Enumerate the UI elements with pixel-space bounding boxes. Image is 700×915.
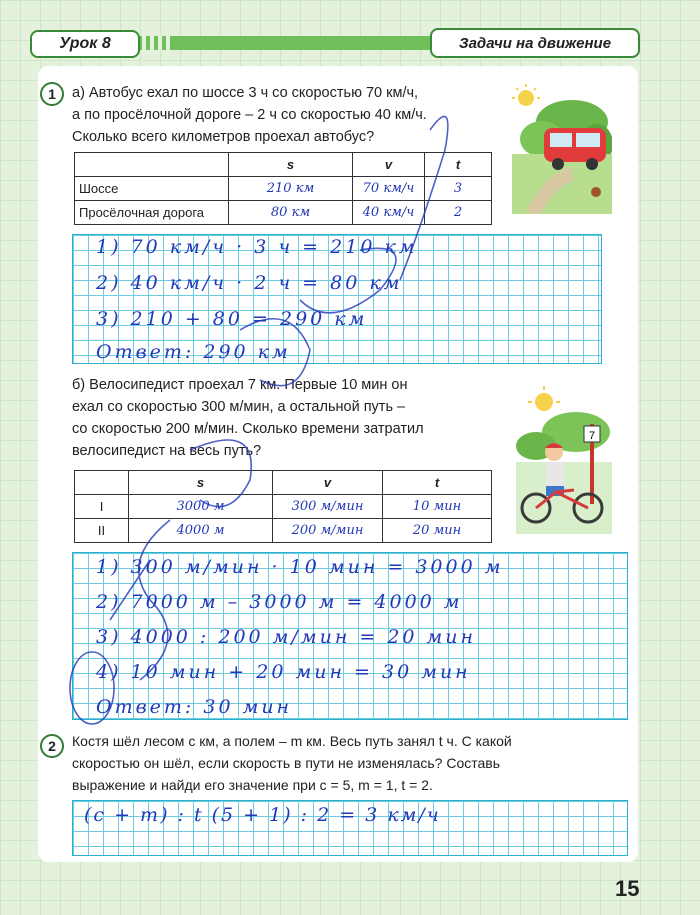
task-1-number: 1 <box>40 82 64 106</box>
table-row <box>75 495 492 519</box>
svg-text:7: 7 <box>588 430 596 442</box>
task-1a-line: Сколько всего километров проехал автобус? <box>72 129 375 145</box>
bus-illustration-icon <box>512 84 612 214</box>
table-header: s <box>229 153 353 177</box>
table-cell: 200 м/мин <box>273 519 383 543</box>
answer-line: Ответ: 290 км <box>96 341 291 363</box>
table-header <box>75 471 129 495</box>
solution-line: 2) 40 км/ч · 2 ч = 80 км <box>96 272 403 294</box>
table-cell: 40 км/ч <box>353 201 425 225</box>
task-1b-line: велосипедист на весь путь? <box>72 443 262 459</box>
table-cell: 10 мин <box>383 495 492 519</box>
table-row <box>75 519 492 543</box>
answer-line: Ответ: 30 мин <box>96 696 293 718</box>
solution-line: 3) 4000 : 200 м/мин = 20 мин <box>96 626 477 648</box>
topic-label: Задачи на движение <box>430 28 640 58</box>
task-2-number: 2 <box>40 734 64 758</box>
table-cell: 4000 м <box>129 519 273 543</box>
table-cell: 80 км <box>229 201 353 225</box>
solution-line: (c + m) : t (5 + 1) : 2 = 3 км/ч <box>84 804 441 826</box>
task-2-text <box>72 730 512 796</box>
task-1a-line: а) Автобус ехал по шоссе 3 ч со скоростью 70 км/ч, <box>72 85 419 101</box>
table-cell: 70 км/ч <box>353 177 425 201</box>
table-cell: 3 <box>425 177 492 201</box>
table-header: t <box>383 471 492 495</box>
task-2-line: выражение и найди его значение при c = 5, m = 1, t = 2. <box>72 777 433 793</box>
table-header <box>75 153 229 177</box>
table-cell: I <box>75 495 129 519</box>
table-cell: 2 <box>425 201 492 225</box>
table-cell: 20 мин <box>383 519 492 543</box>
table-header: s <box>129 471 273 495</box>
solution-line: 1) 300 м/мин · 10 мин = 3000 м <box>96 556 504 578</box>
task-1a-table <box>74 152 492 225</box>
table-header: v <box>273 471 383 495</box>
lesson-label: Урок 8 <box>30 30 140 58</box>
page-number: 15 <box>615 876 640 901</box>
table-cell: 210 км <box>229 177 353 201</box>
task-1b-line: б) Велосипедист проехал 7 км. Первые 10 мин он <box>72 377 408 393</box>
task-1a-text <box>72 82 427 148</box>
solution-line: 1) 70 км/ч · 3 ч = 210 км <box>96 236 418 258</box>
table-cell: Просёлочная дорога <box>75 201 229 225</box>
cyclist-illustration-icon <box>516 384 612 534</box>
task-1b-text <box>72 374 424 462</box>
table-row <box>75 201 492 225</box>
task-2-line: скоростью он шёл, если скорость в пути не изменялась? Составь <box>72 755 501 771</box>
table-cell: Шоссе <box>75 177 229 201</box>
task-1b-table <box>74 470 492 543</box>
table-cell: 300 м/мин <box>273 495 383 519</box>
header-stripes <box>142 36 170 50</box>
solution-line: 4) 10 мин + 20 мин = 30 мин <box>96 661 471 683</box>
task-1a-line: а по просёлочной дороге – 2 ч со скоростью 40 км/ч. <box>72 107 427 123</box>
table-row <box>75 177 492 201</box>
task-2-line: Костя шёл лесом c км, а полем – m км. Весь путь занял t ч. С какой <box>72 733 512 749</box>
table-cell: II <box>75 519 129 543</box>
table-cell: 3000 м <box>129 495 273 519</box>
task-1b-line: ехал со скоростью 300 м/мин, а остальной путь – <box>72 399 406 415</box>
solution-line: 2) 7000 м – 3000 м = 4000 м <box>96 591 463 613</box>
table-header: v <box>353 153 425 177</box>
table-header: t <box>425 153 492 177</box>
task-1b-line: со скоростью 200 м/мин. Сколько времени затратил <box>72 421 424 437</box>
solution-line: 3) 210 + 80 = 290 км <box>96 308 368 330</box>
